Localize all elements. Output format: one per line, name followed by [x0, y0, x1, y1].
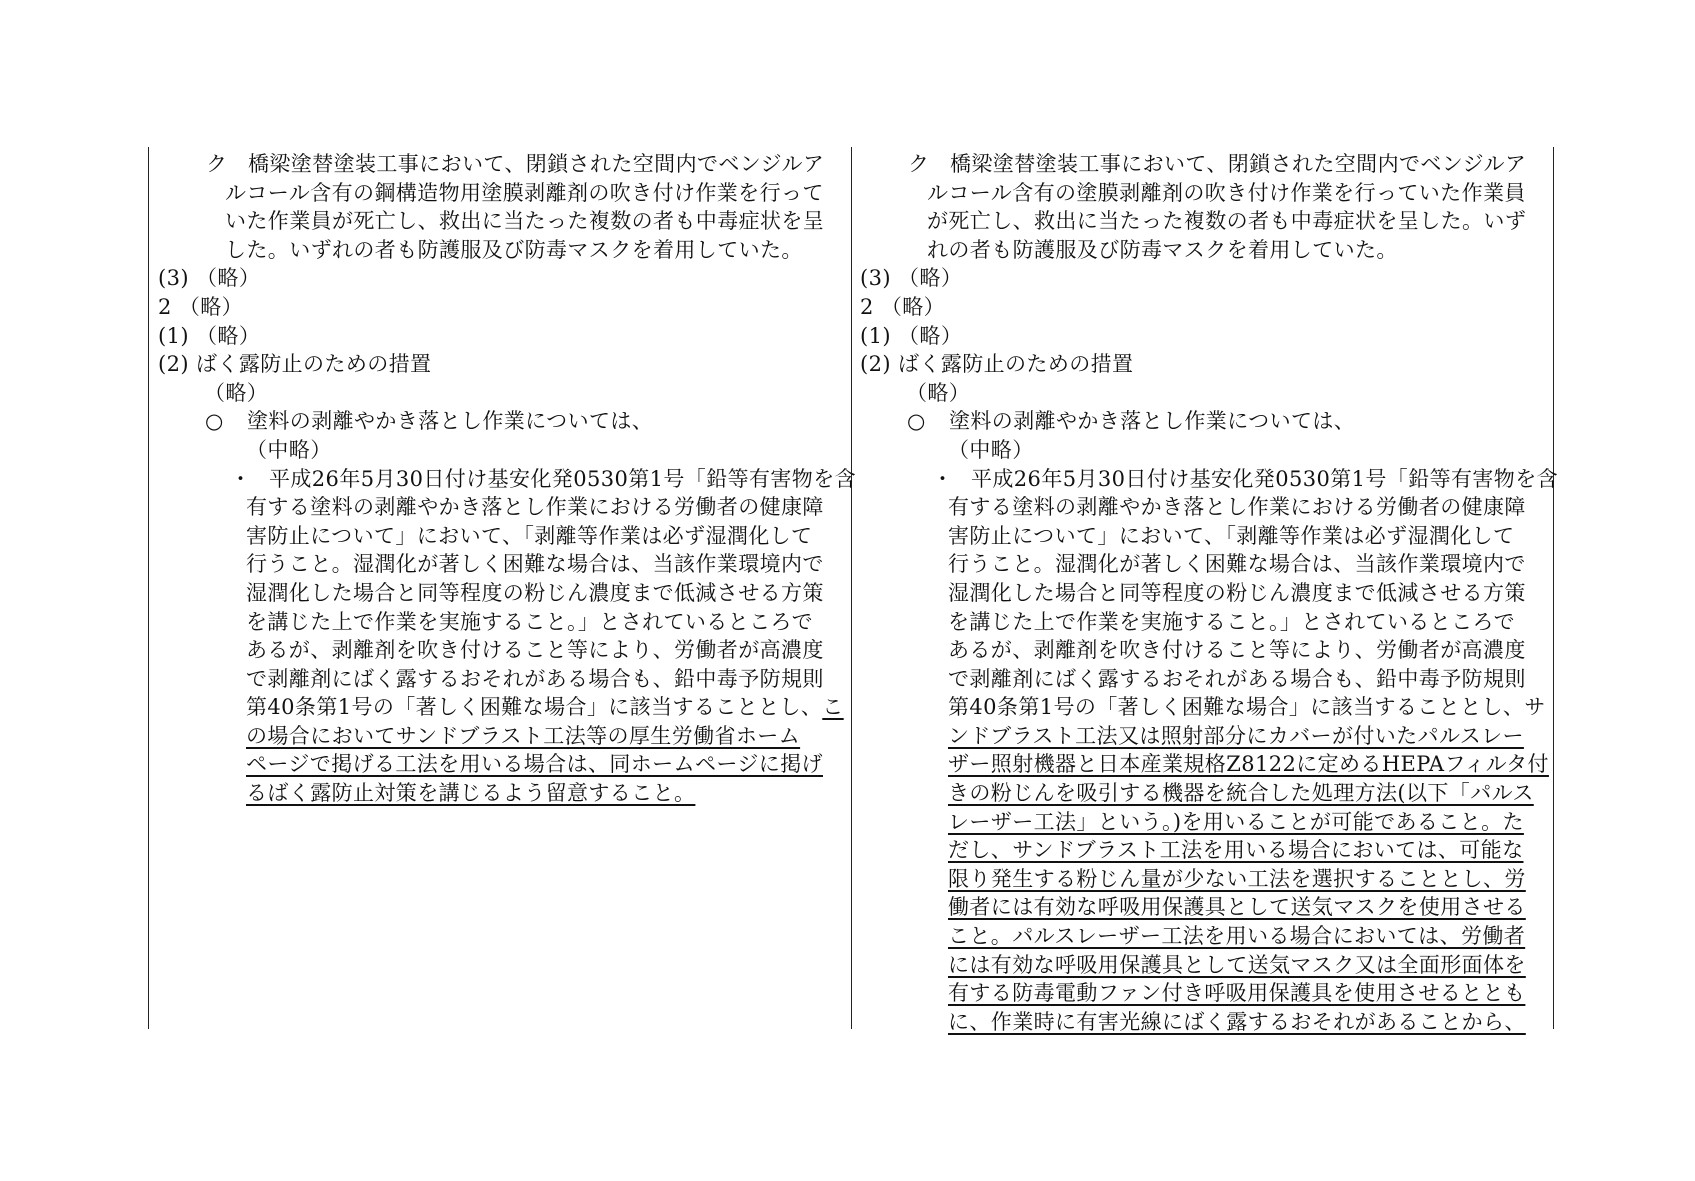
underlined-text: きの粉じんを吸引する機器を統合した処理方法(以下「パルス — [948, 781, 1534, 806]
right-border-line — [1553, 147, 1554, 1029]
circle-item-text: 塗料の剥離やかき落とし作業については、 — [247, 409, 654, 434]
underlined-text: の場合においてサンドブラスト工法等の厚生労働省ホーム — [246, 723, 801, 748]
item-mark: ク — [908, 152, 930, 176]
text-line — [948, 722, 1545, 751]
bullet-mark: ・ — [932, 466, 954, 491]
text-line: 湿潤化した場合と同等程度の粉じん濃度まで低減させる方策 — [948, 580, 1526, 605]
text-line — [246, 722, 843, 751]
text-line: ルコール含有の塗膜剥離剤の吹き付け作業を行っていた作業員 — [927, 180, 1526, 205]
text-line: で剥離剤にばく露するおそれがある場合も、鉛中毒予防規則 — [948, 666, 1526, 691]
text-line-content: ルコール含有の鋼構造物用塗膜剥離剤の吹き付け作業を行って — [225, 180, 824, 205]
text-line: 平成26年5月30日付け基安化発0530第1号「鉛等有害物を含 — [971, 466, 1559, 491]
text-line: 有する塗料の剥離やかき落とし作業における労働者の健康障 — [948, 495, 1526, 520]
text-line: で剥離剤にばく露するおそれがある場合も、鉛中毒予防規則 — [246, 666, 824, 691]
ryaku-text: （略） — [204, 380, 269, 405]
text-line: が死亡し、救出に当たった複数の者も中毒症状を呈した。いず — [927, 209, 1527, 234]
circle-mark: ○ — [205, 409, 224, 434]
text-line — [246, 750, 843, 779]
text-line: 行うこと。湿潤化が著しく困難な場合は、当該作業環境内で — [246, 552, 824, 577]
heading-2: 2 （略） — [860, 294, 946, 319]
heading-2: 2 （略） — [158, 294, 244, 319]
underlined-text: るばく露防止対策を講じるよう留意すること。 — [246, 781, 696, 806]
text-line-content: 第40条第1号の「著しく困難な場合」に該当することとし、 — [246, 695, 823, 720]
item-mark: ク — [206, 152, 228, 176]
text-line: 橋梁塗替塗装工事において、閉鎖された空間内でベンジルア — [248, 152, 825, 176]
text-line: 第40条第1号の「著しく困難な場合」に該当することとし、サ — [948, 695, 1546, 720]
chuuryaku-text: （中略） — [948, 437, 1034, 462]
heading-2b: (2) ばく露防止のための措置 — [860, 352, 1134, 377]
heading-1: (1) （略） — [860, 323, 963, 348]
underlined-text: には有効な呼吸用保護具として送気マスク又は全面形面体を — [948, 952, 1526, 977]
chuuryaku-text: （中略） — [246, 437, 332, 462]
text-line: 行うこと。湿潤化が著しく困難な場合は、当該作業環境内で — [948, 552, 1526, 577]
circle-item — [860, 407, 1545, 436]
bullet-paragraph — [860, 465, 1559, 1037]
text-line — [948, 779, 1545, 808]
text-line — [948, 979, 1545, 1008]
right-column — [860, 150, 1559, 1036]
circle-item-text: 塗料の剥離やかき落とし作業については、 — [949, 409, 1356, 434]
text-line: あるが、剥離剤を吹き付けること等により、労働者が高濃度 — [246, 638, 824, 663]
underlined-text: こと。パルスレーザー工法を用いる場合においては、労働者 — [948, 924, 1526, 949]
text-line: 平成26年5月30日付け基安化発0530第1号「鉛等有害物を含 — [269, 466, 857, 491]
bullet-paragraph — [158, 465, 857, 808]
underlined-text: レーザー工法」という。)を用いることが可能であること。た — [948, 809, 1524, 834]
heading-3: (3) （略） — [860, 266, 963, 291]
left-border-line — [148, 147, 149, 1029]
text-line — [225, 179, 843, 208]
item-ku-paragraph — [860, 150, 1545, 264]
text-line — [246, 779, 843, 808]
text-line — [948, 893, 1545, 922]
left-column — [158, 150, 857, 808]
underlined-text: 働者には有効な呼吸用保護具として送気マスクを使用させる — [948, 895, 1526, 920]
underlined-text: だし、サンドブラスト工法を用いる場合においては、可能な — [948, 838, 1524, 863]
text-line: 湿潤化した場合と同等程度の粉じん濃度まで低減させる方策 — [246, 580, 824, 605]
heading-2b: (2) ばく露防止のための措置 — [158, 352, 432, 377]
text-line: を講じた上で作業を実施すること。」とされているところで — [246, 609, 814, 634]
text-line: あるが、剥離剤を吹き付けること等により、労働者が高濃度 — [948, 638, 1526, 663]
text-line: した。いずれの者も防護服及び防毒マスクを着用していた。 — [225, 237, 803, 262]
text-line: 害防止について」において、「剥離等作業は必ず湿潤化して — [948, 523, 1515, 548]
text-line — [948, 865, 1545, 894]
text-line — [948, 750, 1549, 779]
text-line — [948, 1008, 1545, 1037]
heading-1: (1) （略） — [158, 323, 261, 348]
underlined-text: こ — [822, 695, 844, 720]
circle-item — [158, 407, 843, 436]
circle-mark: ○ — [907, 409, 926, 434]
heading-3: (3) （略） — [158, 266, 261, 291]
text-line: れの者も防護服及び防毒マスクを着用していた。 — [927, 237, 1398, 262]
underlined-text: 限り発生する粉じん量が少ない工法を選択することとし、労 — [948, 866, 1526, 891]
center-divider-line — [851, 147, 852, 1029]
item-ku-paragraph — [158, 150, 843, 264]
text-line: 有する塗料の剥離やかき落とし作業における労働者の健康障 — [246, 495, 824, 520]
bullet-mark: ・ — [230, 466, 252, 491]
text-line: を講じた上で作業を実施すること。」とされているところで — [948, 609, 1516, 634]
text-line — [246, 693, 843, 722]
ryaku-text: （略） — [906, 380, 971, 405]
underlined-text: に、作業時に有害光線にばく露するおそれがあることから、 — [948, 1009, 1526, 1034]
underlined-text: 有する防毒電動ファン付き呼吸用保護具を使用させるととも — [948, 981, 1526, 1006]
text-line — [948, 922, 1545, 951]
underlined-text: ンドブラスト工法又は照射部分にカバーが付いたパルスレー — [948, 723, 1524, 748]
underlined-text: ページで掲げる工法を用いる場合は、同ホームページに掲げ — [246, 752, 823, 777]
underlined-text: ザー照射機器と日本産業規格Z8122に定めるHEPAフィルタ付 — [948, 752, 1549, 777]
text-line — [948, 836, 1545, 865]
text-line — [948, 808, 1545, 837]
text-line: 橋梁塗替塗装工事において、閉鎖された空間内でベンジルア — [950, 152, 1527, 176]
text-line — [948, 951, 1545, 980]
text-line: いた作業員が死亡し、救出に当たった複数の者も中毒症状を呈 — [225, 209, 825, 234]
text-line: 害防止について」において、「剥離等作業は必ず湿潤化して — [246, 523, 813, 548]
